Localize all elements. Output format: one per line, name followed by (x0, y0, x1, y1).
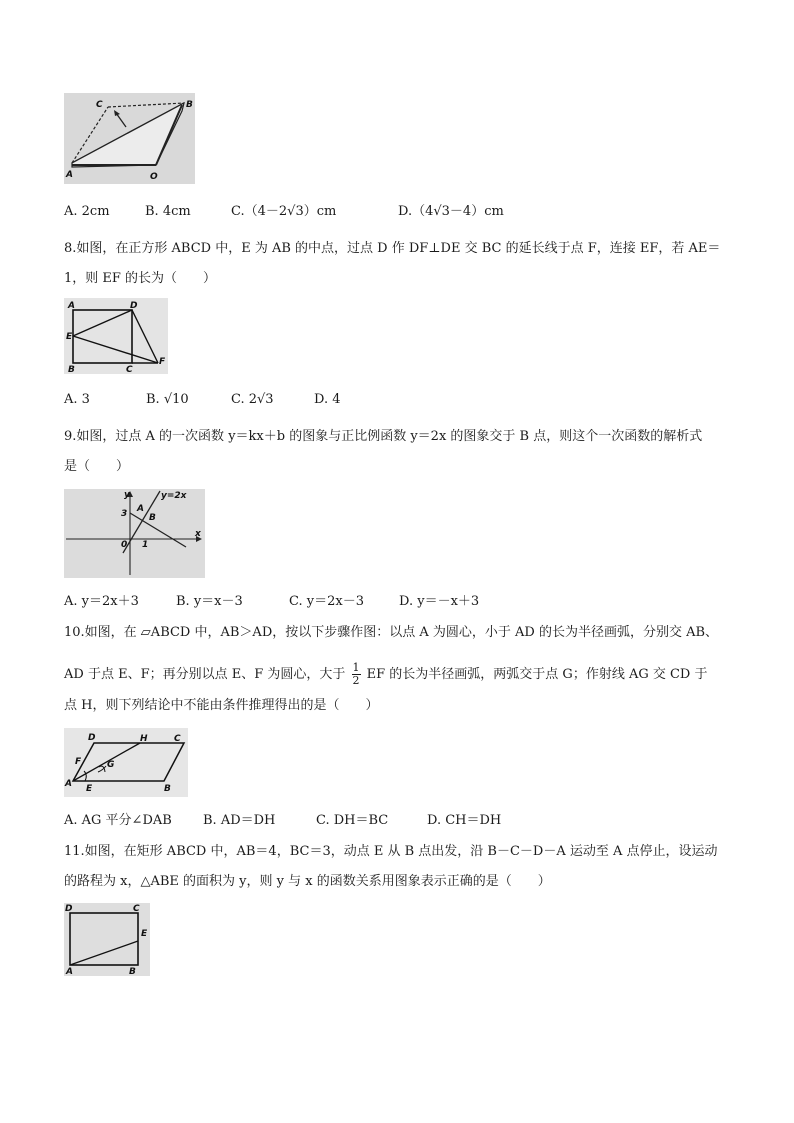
q9-option-c[interactable]: C. y＝2x－3 (289, 594, 364, 609)
q10-label-c: C (174, 734, 181, 744)
q11-label-b: B (129, 967, 136, 976)
q7-option-b[interactable]: B. 4cm (145, 204, 191, 219)
q7-label-o: O (150, 172, 158, 182)
q10-fraction (352, 662, 361, 687)
q10-options (64, 812, 524, 830)
q10-option-c[interactable]: C. DH＝BC (316, 813, 389, 828)
q11-label-d: D (65, 904, 73, 914)
q8-text-line-2: 1，则 EF 的长为（ ） (64, 271, 217, 286)
q7-label-b: B (186, 100, 193, 110)
q8-label-d: D (130, 301, 138, 311)
q8-option-c[interactable]: C. 2√3 (231, 392, 274, 407)
q8-label-f: F (159, 357, 166, 367)
q11-text-line-2: 的路程为 x，△ABE 的面积为 y，则 y 与 x 的函数关系用图象表示正确的是（ ） (64, 874, 551, 889)
q8-label-b: B (68, 365, 75, 374)
q9-text-line-1: 9.如图，过点 A 的一次函数 y＝kx＋b 的图象与正比例函数 y＝2x 的图象交于 B 点，则这个一次函数的解析式 (64, 429, 703, 444)
q10-option-b[interactable]: B. AD＝DH (203, 813, 276, 828)
q10-option-d[interactable]: D. CH＝DH (427, 813, 502, 828)
q11-figure (64, 903, 150, 976)
q9-text-line-2: 是（ ） (64, 459, 130, 474)
q10-label-f: F (75, 757, 82, 767)
q10-label-e: E (86, 784, 93, 794)
q7-option-d[interactable]: D.（4√3－4）cm (398, 204, 504, 219)
q9-options (64, 593, 504, 611)
q11-label-a: A (66, 967, 73, 976)
q8-option-d[interactable]: D. 4 (314, 392, 341, 407)
q7-figure (64, 93, 195, 184)
q8-label-a: A (68, 301, 75, 311)
q8-figure (64, 298, 168, 374)
q8-option-b[interactable]: B. √10 (146, 392, 189, 407)
q9-label-1: 1 (142, 540, 149, 550)
q10-label-d: D (88, 733, 96, 743)
q7-label-a: A (66, 170, 73, 180)
q9-option-a[interactable]: A. y＝2x＋3 (64, 594, 139, 609)
q11-label-e: E (141, 929, 148, 939)
q9-label-3: 3 (121, 509, 128, 519)
q8-option-a[interactable]: A. 3 (64, 392, 90, 407)
q7-option-a[interactable]: A. 2cm (64, 204, 110, 219)
q7-options (64, 203, 564, 221)
q10-label-h: H (140, 734, 148, 744)
q9-label-x-axis: x (195, 529, 201, 539)
q9-option-b[interactable]: B. y＝x－3 (176, 594, 243, 609)
q9-label-0: 0 (121, 540, 128, 550)
q10-figure (64, 728, 188, 797)
q8-label-e: E (66, 332, 73, 342)
q9-label-a: A (137, 504, 144, 514)
q8-options (64, 391, 384, 409)
q9-label-y-axis: y (124, 490, 130, 500)
q10-text-line-2-start: AD 于点 E、F；再分别以点 E、F 为圆心，大于 (64, 667, 346, 682)
q11-label-c: C (133, 904, 140, 914)
q8-text-line-1: 8.如图，在正方形 ABCD 中，E 为 AB 的中点，过点 D 作 DF⊥DE 交 BC 的延长线于点 F，连接 EF，若 AE＝ (64, 241, 721, 256)
q9-option-d[interactable]: D. y＝－x＋3 (399, 594, 480, 609)
q10-text-line-3: 点 H，则下列结论中不能由条件推理得出的是（ ） (64, 698, 379, 713)
q7-option-c[interactable]: C.（4－2√3）cm (231, 204, 337, 219)
q10-fraction-denominator: 2 (352, 674, 360, 687)
q9-figure (64, 489, 205, 578)
q11-text-line-1: 11.如图，在矩形 ABCD 中，AB＝4，BC＝3，动点 E 从 B 点出发，沿 B－C－D－A 运动至 A 点停止，设运动 (64, 844, 718, 859)
q9-label-y2x: y=2x (161, 491, 187, 501)
q10-option-a[interactable]: A. AG 平分∠DAB (64, 813, 172, 828)
q10-text-line-2-end: EF 的长为半径画弧，两弧交于点 G；作射线 AG 交 CD 于 (366, 667, 708, 682)
q10-text-line-2 (64, 662, 708, 687)
q10-label-b: B (164, 784, 171, 794)
q10-fraction-numerator: 1 (352, 661, 360, 674)
q7-label-c: C (96, 100, 103, 110)
q9-label-b: B (149, 513, 156, 523)
q10-label-a: A (65, 779, 72, 789)
q8-label-c: C (126, 365, 133, 374)
q10-text-line-1: 10.如图，在 ▱ABCD 中，AB＞AD，按以下步骤作图：以点 A 为圆心，小于 AD 的长为半径画弧，分别交 AB、 (64, 625, 719, 640)
q10-label-g: G (107, 760, 115, 770)
